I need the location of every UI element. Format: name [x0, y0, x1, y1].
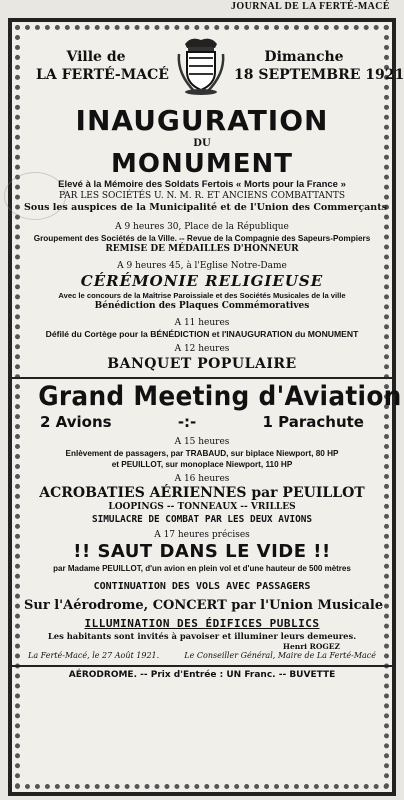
title-monument: MONUMENT: [111, 149, 293, 179]
footer-admission: AÉRODROME. -- Prix d'Entrée : UN Franc. -- BUVETTE: [68, 670, 336, 680]
newspaper-masthead: JOURNAL DE LA FERTÉ-MACÉ: [231, 1, 390, 12]
signature-row: [24, 651, 380, 661]
societies-line: PAR LES SOCIÉTÉS U. N. M. R. ET ANCIENS COMBATTANTS: [58, 191, 346, 201]
issue-date: La Ferté-Macé, le 27 Août 1921.: [28, 651, 160, 660]
time-1200: A 12 heures: [174, 344, 230, 354]
time-1600: A 16 heures: [174, 474, 230, 484]
footer-divider: [12, 665, 392, 667]
auspices-line: Sous les auspices de la Municipalité et de l'Union des Commerçants: [24, 202, 387, 213]
program-enlevement: Enlèvement de passagers, par TRABAUD, sur biplace Niewport, 80 HP: [65, 449, 339, 458]
program-continuation: CONTINUATION DES VOLS AVEC PASSAGERS: [93, 581, 311, 592]
time-1500: A 15 heures: [174, 437, 230, 447]
program-saut: !! SAUT DANS LE VIDE !!: [73, 541, 331, 562]
subtitle-separator: -:-: [177, 413, 197, 431]
invitation-line: Les habitants sont invités à pavoiser et illuminer leurs demeures.: [47, 631, 357, 641]
program-concert: Sur l'Aérodrome, CONCERT par l'Union Musicale: [24, 598, 384, 613]
program-loopings: LOOPINGS -- TONNEAUX -- VRILLES: [108, 502, 296, 512]
program-medailles: REMISE DE MÉDAILLES D'HONNEUR: [105, 244, 299, 254]
parachute-count: 1 Parachute: [262, 413, 364, 431]
dedication-line: Elevé à la Mémoire des Soldats Fertois « Morts pour la France »: [58, 179, 346, 190]
meeting-subtitle: [24, 413, 380, 431]
town-prefix: Ville de: [66, 49, 126, 65]
poster-content: [24, 34, 404, 782]
mayor-title: Le Conseiller Général, Maire de La Ferté-Macé: [184, 651, 376, 660]
day-name: Dimanche: [264, 49, 344, 65]
title-inauguration: INAUGURATION: [75, 104, 329, 137]
program-madame-peuillot: par Madame PEUILLOT, d'un avion en plein vol et d'une hauteur de 500 mètres: [53, 564, 351, 573]
program-acrobaties: ACROBATIES AÉRIENNES par PEUILLOT: [39, 485, 365, 501]
program-ceremonie: CÉRÉMONIE RELIGIEUSE: [80, 272, 324, 290]
town-name: LA FERTÉ-MACÉ: [36, 67, 169, 83]
section-divider: [12, 377, 392, 379]
program-groupement: Groupement des Sociétés de la Ville. -- Revue de la Compagnie des Sapeurs-Pompiers: [33, 234, 371, 243]
signature-name: Henri ROGEZ: [282, 642, 340, 651]
program-maitrise: Avec le concours de la Maîtrise Paroissiale et des Sociétés Musicales de la ville: [58, 291, 346, 300]
time-0945: A 9 heures 45, à l'Eglise Notre-Dame: [117, 261, 287, 271]
program-defile: Défilé du Cortège pour la BÉNÉDICTION et l'INAUGURATION du MONUMENT: [45, 329, 359, 339]
event-date: 18 SEPTEMBRE 1921: [234, 67, 404, 83]
poster-header: [24, 34, 404, 100]
town-block: [36, 48, 169, 84]
poster-frame: [8, 18, 404, 796]
meeting-title: Grand Meeting d'Aviation: [38, 381, 402, 412]
program-illumination: ILLUMINATION DES ÉDIFICES PUBLICS: [84, 617, 320, 630]
program-banquet: BANQUET POPULAIRE: [107, 356, 297, 372]
program-combat: SIMULACRE DE COMBAT PAR LES DEUX AVIONS: [91, 514, 313, 525]
program-benediction: Bénédiction des Plaques Commémoratives: [94, 301, 310, 311]
title-du: DU: [193, 138, 211, 149]
time-0930: A 9 heures 30, Place de la République: [115, 222, 289, 232]
date-block: [234, 48, 404, 84]
time-1700: A 17 heures précises: [154, 530, 250, 540]
planes-count: 2 Avions: [40, 413, 112, 431]
coat-of-arms-icon: [175, 34, 227, 96]
program-peuillot-plane: et PEUILLOT, sur monoplace Niewport, 110 HP: [111, 460, 293, 469]
time-1100: A 11 heures: [174, 318, 230, 328]
